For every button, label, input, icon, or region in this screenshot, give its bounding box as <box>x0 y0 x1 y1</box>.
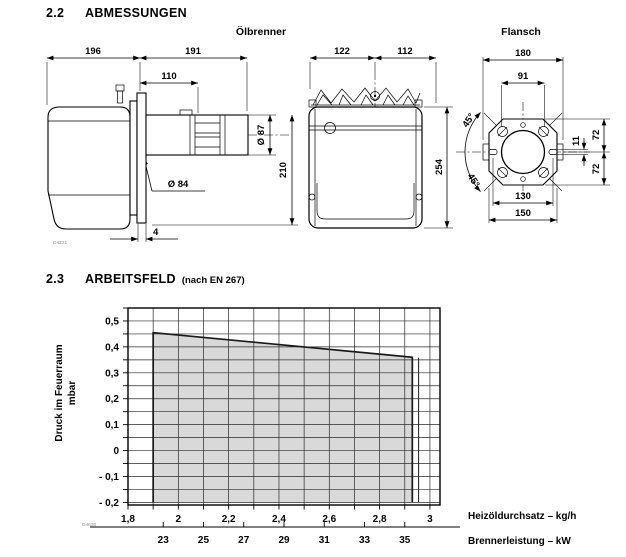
y-tick-label: 0,5 <box>105 316 119 328</box>
y-tick-label: 0,4 <box>105 342 119 354</box>
x-axis-title-kw: Brennerleistung – kW <box>468 536 571 547</box>
x-tick-label: 2,6 <box>322 514 337 525</box>
dim-label-11: 11 <box>571 135 582 147</box>
chart-code: D4630 <box>82 523 97 528</box>
x-axis-title-kgh: Heizöldurchsatz – kg/h <box>468 511 577 522</box>
dim-label-72-lower: 72 <box>591 163 602 175</box>
x-tick-label: 2,2 <box>221 514 236 525</box>
y-tick-label: 0,2 <box>105 394 119 406</box>
dim-label-130: 130 <box>515 191 531 202</box>
kw-tick-label: 29 <box>278 535 290 546</box>
standard-note: (nach EN 267) <box>181 275 245 286</box>
x-tick-label: 3 <box>427 514 433 525</box>
dim-label-dia-84: Ø 84 <box>167 179 189 190</box>
working-field-region <box>153 333 412 503</box>
dim-label-254: 254 <box>434 159 445 175</box>
caption-flansch: Flansch <box>501 26 541 38</box>
dim-label-210: 210 <box>278 162 289 178</box>
dim-label-45-lower: 45° <box>464 171 482 190</box>
kw-tick-label: 27 <box>238 535 250 546</box>
working-field-chart <box>40 298 626 557</box>
dim-label-180: 180 <box>515 48 531 59</box>
dim-label-122: 122 <box>334 46 350 57</box>
x-tick-label: 2 <box>175 514 182 525</box>
y-axis-title-line1: Druck im Feuerraum <box>54 344 65 442</box>
section-title: ABMESSUNGEN <box>85 6 187 20</box>
dim-label-191: 191 <box>185 46 201 57</box>
dim-label-91: 91 <box>517 71 529 82</box>
dim-label-72-upper: 72 <box>591 129 602 141</box>
kw-tick-label: 33 <box>358 535 371 546</box>
y-tick-label: - 0,2 <box>98 497 119 509</box>
burner-front-drawing <box>295 45 463 250</box>
kw-tick-label: 25 <box>197 535 210 546</box>
dim-label-150: 150 <box>515 208 531 219</box>
dim-label-196: 196 <box>85 46 101 57</box>
burner-side-drawing <box>40 45 302 257</box>
dim-label-45-upper: 45° <box>460 111 478 130</box>
section-heading-arbeitsfeld <box>46 272 245 286</box>
section-heading-abmessungen <box>46 6 187 20</box>
y-tick-label: 0,1 <box>105 420 119 432</box>
drawing-code: D4221 <box>53 241 68 246</box>
y-tick-label: 0 <box>113 446 119 458</box>
y-axis-title-line2: mbar <box>67 380 78 406</box>
dim-label-110: 110 <box>161 71 177 82</box>
y-tick-label: 0,3 <box>105 368 119 380</box>
x-tick-label: 2,4 <box>272 514 286 525</box>
x-tick-label: 1,8 <box>121 514 135 525</box>
y-tick-label: - 0,1 <box>98 471 119 483</box>
dim-label-dia-87: Ø 87 <box>256 124 267 146</box>
dim-label-112: 112 <box>397 46 413 57</box>
kw-tick-label: 31 <box>318 535 330 546</box>
section-title: ARBEITSFELD <box>85 272 176 286</box>
caption-oelbrenner: Ölbrenner <box>235 26 287 38</box>
x-tick-label: 2,8 <box>372 514 387 525</box>
dim-label-4: 4 <box>153 227 159 238</box>
kw-tick-label: 35 <box>399 535 411 546</box>
kw-tick-label: 23 <box>157 535 169 546</box>
section-number: 2.3 <box>46 272 65 286</box>
flange-drawing <box>450 40 626 245</box>
section-number: 2.2 <box>46 6 65 20</box>
